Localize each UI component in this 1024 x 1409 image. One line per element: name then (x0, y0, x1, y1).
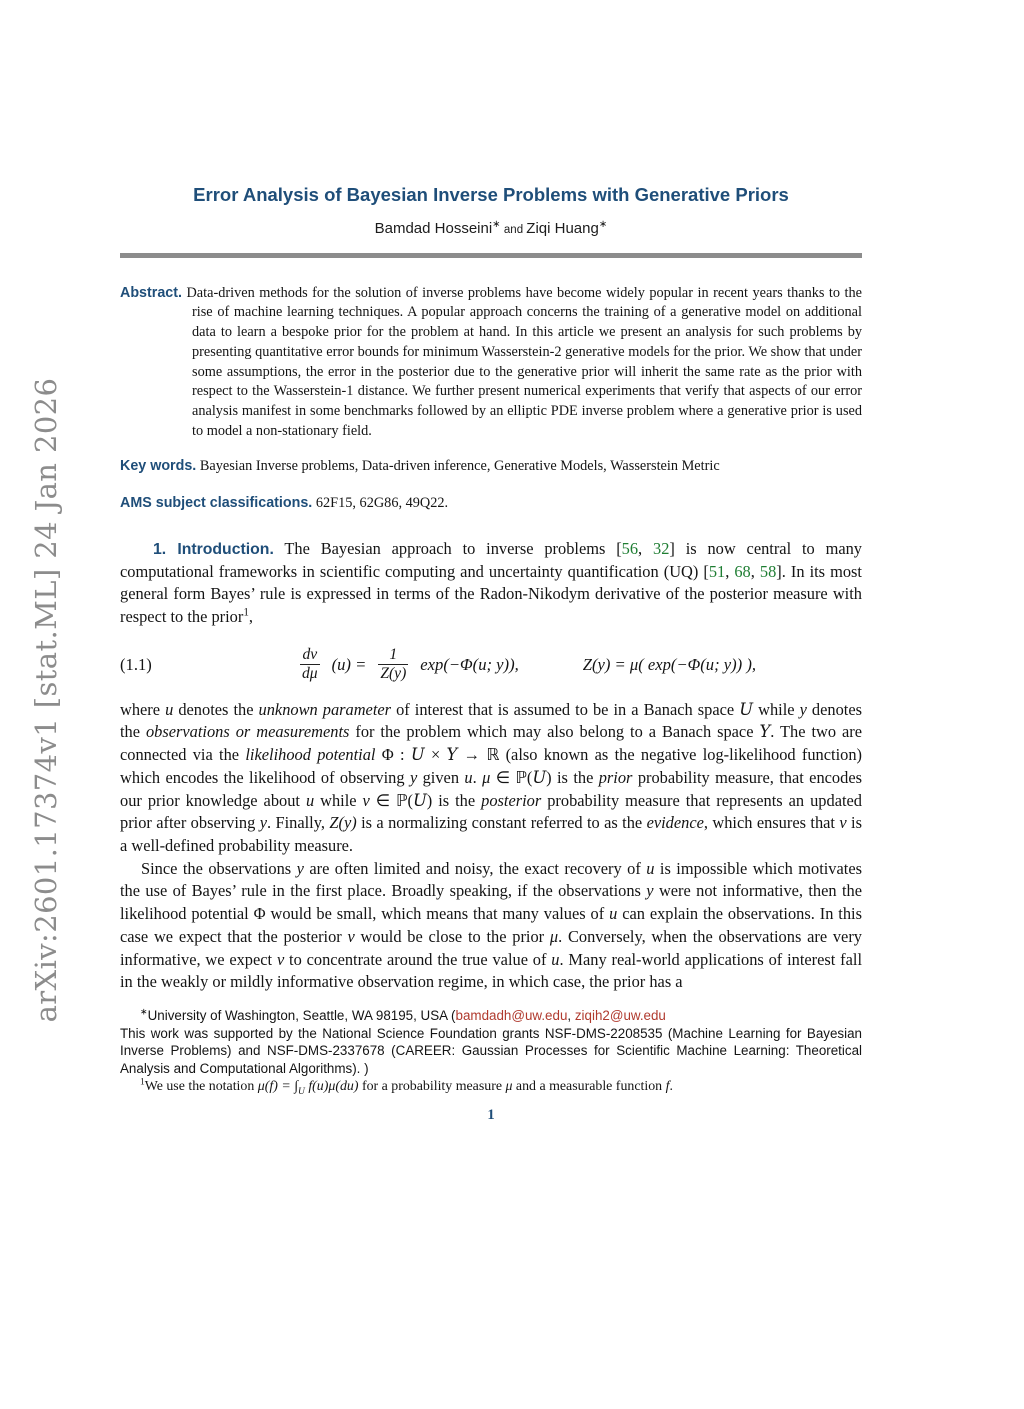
intro-paragraph-1 (120, 538, 862, 629)
text-segment: while (314, 790, 363, 810)
text-segment: unknown parameter (258, 699, 392, 719)
intro-paragraph-2 (120, 699, 862, 858)
ams-text: 62F15, 62G86, 49Q22. (312, 495, 449, 512)
text-segment: ∈ ℙ( (369, 790, 413, 810)
text-segment: , which ensures that (703, 813, 840, 833)
text-segment: ] is now central to many computational frameworks in scientific computing and uncertainty quantification (UQ) [ (120, 538, 862, 581)
text-segment: u (165, 699, 174, 719)
text-segment: are often limited and noisy, the exact recovery of (303, 858, 647, 878)
text-segment: U (412, 790, 427, 810)
keywords-label: Key words. (120, 458, 197, 475)
text-segment: U (739, 699, 754, 719)
text-segment: This work was supported by the National Science Foundation grants NSF-DMS-2208535 (Machine Learning for Bayesian Inverse Problems) and NSF-DMS-2337678 (CAREER: Gaussian Processes for Scientific Machine Learning: Theoretical Analysis and Computational Algorithms). ) (120, 1025, 862, 1077)
footnote-mark[interactable]: 1 (243, 606, 249, 619)
text-segment: ∈ ℙ( (490, 767, 533, 787)
text-segment: is a normalizing constant referred to as the (356, 813, 647, 833)
text-segment: ) is the (426, 790, 482, 810)
text-segment: f (665, 1078, 670, 1094)
footnote-funding (120, 1025, 862, 1078)
text-segment: We use the notation (144, 1078, 258, 1094)
author-line (120, 220, 862, 237)
text-segment: ∫ (290, 1078, 299, 1094)
text-segment: y (296, 858, 304, 878)
text-segment: Z(y) (329, 813, 357, 833)
footnote-mark: 1 (140, 1077, 145, 1088)
paper-title: Error Analysis of Bayesian Inverse Problems with Generative Priors (193, 184, 789, 205)
equation-body (192, 646, 862, 684)
text-segment: posterior (481, 790, 542, 810)
text-segment: , (638, 538, 653, 558)
text-segment: Φ : (375, 745, 411, 765)
text-segment: The Bayesian approach to inverse problems [ (273, 538, 622, 558)
text-segment: ]. In its most general form Bayes’ rule is expressed in terms of the Radon-Nikodym derivative of the posterior measure with respect to the prior (120, 561, 862, 627)
text-segment: ν (839, 813, 847, 833)
text-segment: ∗ (492, 219, 501, 231)
text-segment: . (669, 1078, 673, 1094)
text-segment: y (409, 767, 418, 787)
text-segment: is a well-defined probability measure. (120, 813, 862, 855)
page-number: 1 (487, 1107, 495, 1124)
text-segment: and (500, 224, 527, 237)
header-rule (120, 253, 862, 258)
text-segment: . The two are connected via the (120, 722, 862, 765)
text-segment: u (305, 790, 315, 810)
text-segment: University of Washington, Seattle, WA 98195, USA ( (147, 1007, 456, 1023)
text-segment: for a probability measure (358, 1078, 506, 1094)
text-segment: , (567, 1007, 575, 1023)
citation-link[interactable]: 58 (759, 561, 777, 581)
equation-1-1 (120, 646, 862, 684)
text-segment: ν (276, 949, 285, 969)
text-segment: denotes the (173, 699, 259, 719)
abstract-label: Abstract. (120, 284, 182, 301)
text-segment: observations or measurements (145, 722, 350, 742)
text-segment: would be close to the prior (354, 926, 550, 946)
citation-link[interactable]: 51 (708, 561, 726, 581)
text-segment: . Many real-world applications of interest fall in the weakly or mildly informative observation regime, in which case, the prior has a (120, 949, 862, 992)
text-segment: y (259, 813, 267, 833)
text-segment: , (248, 607, 254, 627)
text-segment: , (750, 561, 760, 581)
keywords-line (120, 457, 862, 477)
text-segment: were not informative, then the likelihood potential Φ would be small, which means that many values of (120, 881, 862, 924)
text-segment: while (753, 699, 800, 719)
text-segment: μ (505, 1078, 513, 1094)
text-segment: y (646, 881, 654, 901)
footnotes-block (120, 1007, 862, 1096)
intro-paragraph-3 (120, 858, 862, 994)
text-segment: Since the observations (141, 858, 297, 878)
text-segment: Y (759, 722, 771, 742)
text-segment: ν (347, 926, 355, 946)
text-segment: of interest that is assumed to be in a Banach space (391, 699, 740, 719)
text-segment: given (417, 767, 465, 787)
text-segment: likelihood potential (245, 745, 376, 765)
text-segment: → ℝ (also known as the negative log-likelihood function) which encodes the likelihood of observing (120, 745, 862, 787)
text-segment: for the problem which may also belong to a Banach space (349, 722, 760, 742)
text-segment: ν (362, 790, 370, 810)
text-segment: U (298, 1086, 305, 1097)
text-segment: u (646, 858, 655, 878)
text-segment: is impossible which motivates the use of Bayes’ rule in the first place. Broadly speaking, if the observations (120, 858, 862, 901)
text-segment: probability measure that represents an updated prior after observing (120, 790, 862, 833)
text-segment: μ (482, 767, 491, 787)
text-segment: to concentrate around the true value of (284, 949, 552, 969)
footnote-notation (120, 1078, 862, 1096)
ams-label: AMS subject classifications. (120, 495, 313, 512)
text-segment: u (609, 904, 618, 924)
text-segment: × (424, 745, 447, 765)
email-link[interactable]: ziqih2@uw.edu (574, 1007, 666, 1023)
text-segment: and a measurable function (512, 1078, 666, 1094)
text-segment: Ziqi Huang (526, 220, 599, 238)
citation-link[interactable]: 56 (621, 538, 639, 558)
abstract-paragraph (120, 284, 862, 442)
equation-lhs: (u) = (331, 654, 367, 674)
equation-rhs: Z(y) = μ( exp(−Φ(u; y)) ), (582, 654, 757, 674)
text-segment: . Finally, (267, 813, 330, 833)
paper-content (120, 0, 862, 1124)
text-segment: , (725, 561, 735, 581)
text-segment: U (410, 745, 425, 765)
text-segment: u (551, 949, 560, 969)
citation-link[interactable]: 32 (653, 538, 670, 558)
text-segment: y (799, 699, 807, 719)
text-segment: where (120, 699, 166, 719)
text-segment: evidence (646, 813, 704, 833)
abstract-text: Data-driven methods for the solution of inverse problems have become widely popular in recent years thanks to the rise of machine learning techniques. A popular approach concerns the training of a generative model on additional data to learn a bespoke prior for the problem at hand. In this article we present an analysis for such problems by presenting quantitative error bounds for minimum Wasserstein-2 generative models for the prior. We show that under some assumptions, the error in the posterior due to the generative prior will inherit the same rate as the prior with respect to the Wasserstein-1 distance. We further present numerical experiments that verify that aspects of our error analysis manifest in some benchmarks followed by an elliptic PDE inverse problem where a generative prior is used to model a non-stationary field. (181, 284, 862, 439)
text-segment: denotes the (120, 699, 862, 742)
equation-term: exp(−Φ(u; y)), (420, 654, 519, 674)
keywords-text: Bayesian Inverse problems, Data-driven inference, Generative Models, Wasserstein Metric (196, 458, 720, 475)
text-segment: ) is the (546, 767, 599, 787)
ams-line (120, 494, 862, 514)
text-segment: ∗ (598, 219, 608, 231)
text-segment: probability measure, that encodes our prior knowledge about (120, 767, 862, 810)
section-heading: 1. Introduction. (153, 540, 274, 558)
fraction-dnu-dmu: $\frac{d\nu}{d\mu}$ (301, 645, 318, 683)
text-segment: μ (549, 926, 559, 946)
text-segment: u (464, 767, 473, 787)
footnote-affiliation (120, 1007, 862, 1025)
text-segment: Y (446, 745, 458, 765)
text-segment: can explain the observations. In this case we expect that the posterior (120, 904, 862, 946)
text-segment: ∗ (140, 1006, 148, 1017)
text-segment: prior (598, 767, 633, 787)
equation-number: (1.1) (120, 654, 152, 674)
text-segment: μ(f) = (257, 1078, 291, 1094)
text-segment: U (532, 767, 547, 787)
text-segment: . Conversely, when the observations are very informative, we expect (120, 926, 862, 969)
text-segment: . (472, 767, 483, 787)
arxiv-watermark: arXiv:2601.17374v1 [stat.ML] 24 Jan 2026 (29, 377, 63, 1023)
citation-link[interactable]: 68 (734, 561, 751, 581)
text-segment: f(u)μ(du) (304, 1078, 359, 1094)
email-link[interactable]: bamdadh@uw.edu (455, 1007, 568, 1023)
text-segment: Bamdad Hosseini (374, 220, 493, 238)
fraction-1-Zy: $\frac{1}{Z(y)}$ (380, 645, 407, 683)
